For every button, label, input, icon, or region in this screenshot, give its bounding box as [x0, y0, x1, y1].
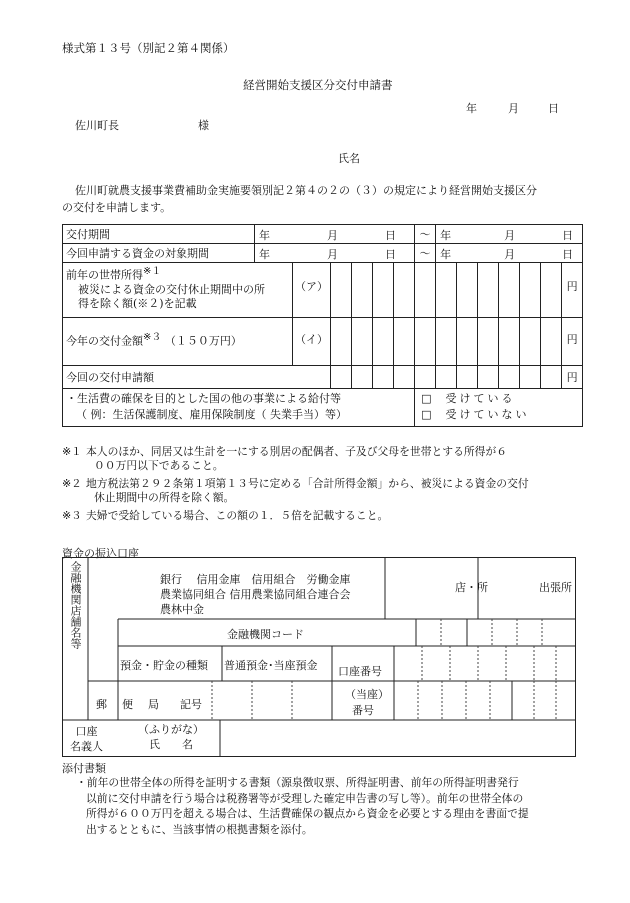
amount-digit[interactable]	[520, 366, 541, 389]
honorific: 様	[198, 119, 209, 132]
post-office-label: 郵 便 局	[96, 698, 161, 711]
date-day: 日	[548, 102, 559, 115]
amount-digit[interactable]	[478, 263, 499, 318]
month-label: 月	[504, 248, 516, 261]
document-title: 経営開始支援区分交付申請書	[243, 78, 393, 92]
amount-digit[interactable]	[436, 366, 457, 389]
this-year-fixed-amount: （１５０万円）	[164, 334, 242, 348]
note-text: 休止期間中の所得を除く額。	[94, 491, 235, 504]
yen-unit: 円	[562, 318, 583, 366]
checkbox[interactable]: □	[421, 392, 432, 405]
note-label: ※３	[62, 509, 82, 522]
amount-digit[interactable]	[436, 318, 457, 366]
option-receiving[interactable]	[421, 391, 576, 407]
attachments-line: 以前に交付申請を行う場合は税務署等が受理した確定申告書の写し等）。前年の世帯全体の	[86, 791, 524, 805]
period-start[interactable]	[255, 225, 415, 244]
amount-digit[interactable]	[499, 366, 520, 389]
amount-digit[interactable]	[394, 318, 415, 366]
note-1	[62, 445, 582, 473]
note-mark: ※３	[143, 332, 162, 344]
year-label: 年	[259, 248, 270, 261]
code-i: （イ）	[293, 318, 331, 366]
note-text: 地方税法第２９２条第１項第１３号に定める「合計所得金額」から、被災による資金の交付	[86, 477, 529, 490]
amount-digit[interactable]	[331, 263, 352, 318]
bank-types-line-3: 農林中金	[160, 603, 204, 616]
month-label: 月	[327, 229, 338, 242]
option-not-receiving-label: 受けていない	[445, 408, 530, 421]
amount-digit[interactable]	[478, 318, 499, 366]
amount-digit[interactable]	[457, 263, 478, 318]
tilde: ～	[415, 244, 436, 263]
attachments-line: 出するとともに、当該事情の根拠書類を添付。	[86, 822, 313, 836]
number-label: 番号	[352, 704, 374, 717]
attachments-text	[76, 775, 586, 837]
holder-name-title: 氏 名	[149, 738, 193, 751]
tilde: ～	[415, 225, 436, 244]
target-period-label: 今回申請する資金の対象期間	[63, 244, 255, 263]
account-holder-field[interactable]	[222, 722, 574, 754]
day-label: 日	[562, 229, 574, 242]
note-text: 夫婦で受給している場合、この額の１．５倍を記載すること。	[86, 509, 389, 522]
amount-digit[interactable]	[331, 318, 352, 366]
institution-code-label: 金融機関コード	[227, 628, 304, 641]
checking-label: （当座）	[345, 688, 389, 701]
sub-branch-label: 出張所	[539, 581, 572, 594]
day-label: 日	[562, 248, 574, 261]
period-label: 交付期間	[63, 225, 255, 244]
holder-name-label	[138, 722, 204, 752]
option-not-receiving[interactable]	[421, 407, 576, 423]
amount-digit[interactable]	[415, 263, 436, 318]
bank-section-title: 資金の振込口座	[62, 547, 139, 560]
attachments-line: 所得が６００万円を超える場合は、生活費確保の観点から資金を必要とする理由を書面で提	[86, 807, 529, 820]
form-number: 様式第１３号（別記２第４関係）	[62, 41, 235, 55]
year-label: 年	[440, 248, 452, 261]
benefit-line-1: ・生活費の確保を目的とした国の他の事業による給付等	[66, 392, 341, 405]
target-period-start[interactable]	[255, 244, 415, 263]
yen-unit: 円	[562, 263, 583, 318]
amount-digit[interactable]	[541, 366, 562, 389]
amount-digit[interactable]	[457, 318, 478, 366]
checkbox[interactable]: □	[421, 408, 432, 421]
note-text: ００万円以下であること。	[94, 459, 224, 472]
deposit-type-label: 預金・貯金の種類	[120, 659, 208, 672]
amount-digit[interactable]	[373, 366, 394, 389]
amount-digit[interactable]	[352, 318, 373, 366]
option-receiving-label: 受けている	[445, 392, 516, 405]
attachments-title: 添付書類	[62, 762, 106, 775]
amount-digit[interactable]	[415, 366, 436, 389]
year-label: 年	[440, 229, 452, 242]
note-label: ※１	[62, 445, 82, 458]
symbol-label: 記号	[180, 698, 202, 711]
request-amount-label: 今回の交付申請額	[63, 366, 331, 389]
bank-table	[62, 557, 576, 757]
deposit-type-value[interactable]: 普通預金･当座預金	[224, 659, 318, 672]
day-label: 日	[385, 229, 396, 242]
date-year: 年	[466, 102, 477, 115]
amount-digit[interactable]	[541, 263, 562, 318]
amount-digit[interactable]	[478, 366, 499, 389]
note-3	[62, 509, 582, 523]
yen-unit: 円	[562, 366, 583, 389]
month-label: 月	[504, 229, 516, 242]
amount-digit[interactable]	[394, 263, 415, 318]
note-2	[62, 477, 582, 505]
amount-digit[interactable]	[457, 366, 478, 389]
prev-income-desc-2: 得を除く額(※２)を記載	[78, 296, 197, 310]
amount-digit[interactable]	[520, 263, 541, 318]
amount-digit[interactable]	[331, 366, 352, 389]
addressee: 佐川町長	[75, 119, 119, 132]
attachments-line: ・前年の世帯全体の所得を証明する書類（源泉徴収票、所得証明書、前年の所得証明書発行	[76, 776, 519, 789]
amount-digit[interactable]	[352, 366, 373, 389]
holder-label	[70, 724, 103, 754]
prev-income-title: 前年の世帯所得	[66, 268, 143, 282]
month-label: 月	[327, 248, 338, 261]
code-a: （ア）	[293, 263, 331, 318]
holder-label-line-2: 名義人	[70, 740, 103, 753]
note-label: ※２	[62, 477, 82, 490]
prev-income-desc-1: 被災による資金の交付休止期間中の所	[78, 282, 265, 296]
note-text: 本人のほか、同居又は生計を一にする別居の配偶者、子及び父母を世帯とする所得が６	[86, 445, 508, 458]
amount-digit[interactable]	[373, 318, 394, 366]
holder-label-line-1: 口座	[75, 725, 98, 738]
amount-digit[interactable]	[436, 263, 457, 318]
period-end[interactable]	[436, 225, 583, 244]
furigana-label: （ふりがな）	[138, 723, 204, 736]
amount-digit[interactable]	[541, 318, 562, 366]
account-number-label: 口座番号	[338, 665, 382, 678]
amount-digit[interactable]	[499, 318, 520, 366]
benefit-options	[415, 389, 583, 427]
benefit-label	[63, 389, 415, 427]
institution-label: 金融機関店舗名等	[69, 561, 82, 649]
bank-types-line-2: 農業協同組合 信用農業協同組合連合会	[160, 588, 351, 601]
amount-digit[interactable]	[415, 318, 436, 366]
amount-digit[interactable]	[373, 263, 394, 318]
day-label: 日	[385, 248, 396, 261]
amount-digit[interactable]	[520, 318, 541, 366]
year-label: 年	[259, 229, 270, 242]
prev-income-label	[63, 263, 293, 318]
bank-types	[160, 572, 351, 617]
applicant-name-label: 氏名	[338, 152, 360, 165]
amount-digit[interactable]	[352, 263, 373, 318]
intro-line-2: の交付を申請します。	[62, 201, 172, 214]
this-year-amount-label	[63, 318, 293, 366]
application-table	[62, 224, 583, 427]
amount-digit[interactable]	[499, 263, 520, 318]
intro-line-1: 佐川町就農支援事業費補助金実施要領別記２第４の２の（３）の規定により経営開始支援区分	[75, 184, 537, 197]
target-period-end[interactable]	[436, 244, 583, 263]
amount-digit[interactable]	[394, 366, 415, 389]
branch-label: 店・所	[455, 581, 488, 594]
date-month: 月	[508, 102, 519, 115]
benefit-line-2: （ 例：生活保護制度、雇用保険制度（ 失業手当）等）	[76, 408, 347, 421]
this-year-title: 今年の交付金額	[66, 334, 143, 348]
bank-types-line-1: 銀行 信用金庫 信用組合 労働金庫	[160, 573, 351, 586]
note-mark: ※１	[143, 266, 162, 277]
